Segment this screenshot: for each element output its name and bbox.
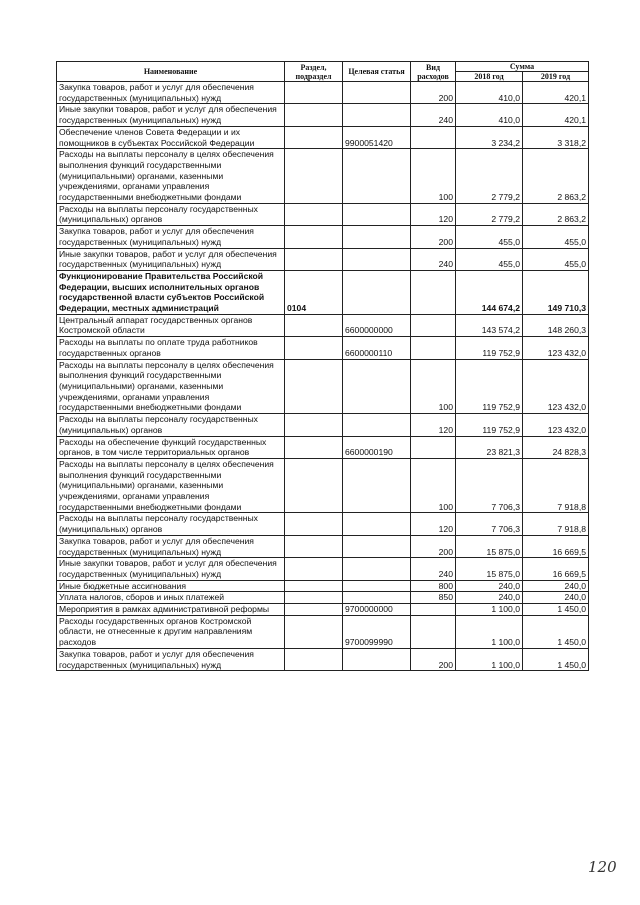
row-sum-2018: 119 752,9: [456, 414, 523, 436]
row-sum-2019: 240,0: [523, 580, 589, 592]
row-expense-type: [411, 314, 456, 336]
row-sum-2019: 240,0: [523, 592, 589, 604]
header-target: Целевая статья: [343, 62, 411, 82]
row-name: Расходы на выплаты персоналу государственных (муниципальных) органов: [57, 414, 285, 436]
row-name: Расходы на выплаты персоналу в целях обеспечения выполнения функций государственными (муниципальными) органами, казенными учреждениями, органами управления государственными внебюджетными фондами: [57, 149, 285, 204]
row-expense-type: 200: [411, 535, 456, 557]
row-sum-2018: 15 875,0: [456, 535, 523, 557]
row-sum-2018: 1 100,0: [456, 615, 523, 648]
table-row: [57, 535, 589, 557]
row-expense-type: 100: [411, 458, 456, 513]
row-section: [285, 359, 343, 414]
row-section: [285, 337, 343, 359]
row-expense-type: 120: [411, 513, 456, 535]
row-sum-2019: 455,0: [523, 226, 589, 248]
row-section: [285, 104, 343, 126]
row-expense-type: 240: [411, 248, 456, 270]
row-sum-2018: 410,0: [456, 104, 523, 126]
row-section: [285, 226, 343, 248]
row-target: 6600000110: [343, 337, 411, 359]
row-sum-2018: 23 821,3: [456, 436, 523, 458]
row-target: [343, 248, 411, 270]
row-sum-2019: 3 318,2: [523, 126, 589, 148]
row-expense-type: 240: [411, 558, 456, 580]
row-section: [285, 513, 343, 535]
table-row: [57, 648, 589, 670]
row-sum-2019: 420,1: [523, 104, 589, 126]
row-section: [285, 126, 343, 148]
row-sum-2019: 7 918,8: [523, 513, 589, 535]
row-expense-type: [411, 270, 456, 314]
row-sum-2019: 7 918,8: [523, 458, 589, 513]
row-sum-2019: 1 450,0: [523, 648, 589, 670]
table-row: [57, 592, 589, 604]
row-sum-2018: 455,0: [456, 226, 523, 248]
row-expense-type: 200: [411, 226, 456, 248]
row-target: [343, 535, 411, 557]
row-section: [285, 535, 343, 557]
row-sum-2019: 2 863,2: [523, 203, 589, 225]
row-target: [343, 82, 411, 104]
row-sum-2018: 240,0: [456, 580, 523, 592]
table-row: [57, 414, 589, 436]
row-sum-2018: 3 234,2: [456, 126, 523, 148]
table-row: [57, 270, 589, 314]
table-row: [57, 513, 589, 535]
row-target: [343, 558, 411, 580]
row-section: [285, 558, 343, 580]
table-row: [57, 337, 589, 359]
row-sum-2018: 410,0: [456, 82, 523, 104]
row-target: [343, 513, 411, 535]
row-sum-2019: 149 710,3: [523, 270, 589, 314]
row-expense-type: 200: [411, 82, 456, 104]
row-target: [343, 203, 411, 225]
row-section: [285, 248, 343, 270]
row-sum-2019: 123 432,0: [523, 359, 589, 414]
row-expense-type: 240: [411, 104, 456, 126]
table-row: [57, 149, 589, 204]
row-sum-2018: 1 100,0: [456, 604, 523, 616]
row-sum-2018: 455,0: [456, 248, 523, 270]
row-name: Иные бюджетные ассигнования: [57, 580, 285, 592]
row-name: Расходы на выплаты персоналу государственных (муниципальных) органов: [57, 203, 285, 225]
row-sum-2019: 123 432,0: [523, 337, 589, 359]
row-target: [343, 149, 411, 204]
row-section: [285, 604, 343, 616]
row-name: Обеспечение членов Совета Федерации и их помощников в субъектах Российской Федерации: [57, 126, 285, 148]
table-row: [57, 604, 589, 616]
row-name: Расходы на выплаты персоналу в целях обеспечения выполнения функций государственными (муниципальными) органами, казенными учреждениями, органами управления государственными внебюджетными фондами: [57, 359, 285, 414]
row-sum-2019: 2 863,2: [523, 149, 589, 204]
row-sum-2018: 2 779,2: [456, 149, 523, 204]
row-sum-2019: 123 432,0: [523, 414, 589, 436]
header-section: Раздел, подраздел: [285, 62, 343, 82]
row-section: [285, 414, 343, 436]
row-target: [343, 359, 411, 414]
row-section: [285, 436, 343, 458]
row-expense-type: [411, 604, 456, 616]
table-row: [57, 248, 589, 270]
row-expense-type: [411, 337, 456, 359]
row-section: [285, 82, 343, 104]
row-target: 9700099990: [343, 615, 411, 648]
row-expense-type: [411, 126, 456, 148]
table-row: [57, 104, 589, 126]
row-sum-2018: 143 574,2: [456, 314, 523, 336]
table-row: [57, 126, 589, 148]
row-expense-type: [411, 615, 456, 648]
row-sum-2018: 144 674,2: [456, 270, 523, 314]
row-sum-2019: 1 450,0: [523, 615, 589, 648]
row-target: 9900051420: [343, 126, 411, 148]
row-target: [343, 226, 411, 248]
row-sum-2018: 119 752,9: [456, 359, 523, 414]
row-name: Закупка товаров, работ и услуг для обеспечения государственных (муниципальных) нужд: [57, 82, 285, 104]
row-expense-type: 100: [411, 149, 456, 204]
row-sum-2019: 16 669,5: [523, 558, 589, 580]
row-name: Закупка товаров, работ и услуг для обеспечения государственных (муниципальных) нужд: [57, 648, 285, 670]
row-target: 6600000190: [343, 436, 411, 458]
row-target: 6600000000: [343, 314, 411, 336]
row-section: [285, 458, 343, 513]
row-section: [285, 592, 343, 604]
row-name: Расходы на выплаты персоналу в целях обеспечения выполнения функций государственными (муниципальными) органами, казенными учреждениями, органами управления государственными внебюджетными фондами: [57, 458, 285, 513]
row-name: Функционирование Правительства Российской Федерации, высших исполнительных органов государственной власти субъектов Российской Федерации, местных администраций: [57, 270, 285, 314]
row-target: [343, 414, 411, 436]
row-name: Расходы на обеспечение функций государственных органов, в том числе территориальных органов: [57, 436, 285, 458]
row-section: [285, 314, 343, 336]
table-row: [57, 615, 589, 648]
row-name: Центральный аппарат государственных органов Костромской области: [57, 314, 285, 336]
row-target: [343, 592, 411, 604]
table-row: [57, 226, 589, 248]
row-sum-2018: 7 706,3: [456, 513, 523, 535]
header-sum: Сумма: [456, 62, 589, 72]
row-section: [285, 580, 343, 592]
row-name: Уплата налогов, сборов и иных платежей: [57, 592, 285, 604]
row-sum-2019: 1 450,0: [523, 604, 589, 616]
row-expense-type: 200: [411, 648, 456, 670]
row-target: 9700000000: [343, 604, 411, 616]
row-name: Расходы государственных органов Костромской области, не отнесенные к другим направлениям расходов: [57, 615, 285, 648]
table-row: [57, 82, 589, 104]
row-sum-2018: 1 100,0: [456, 648, 523, 670]
header-name: Наименование: [57, 62, 285, 82]
row-sum-2018: 240,0: [456, 592, 523, 604]
row-name: Расходы на выплаты по оплате труда работников государственных органов: [57, 337, 285, 359]
row-target: [343, 270, 411, 314]
row-expense-type: 120: [411, 203, 456, 225]
row-expense-type: [411, 436, 456, 458]
row-name: Расходы на выплаты персоналу государственных (муниципальных) органов: [57, 513, 285, 535]
row-expense-type: 800: [411, 580, 456, 592]
row-sum-2018: 15 875,0: [456, 558, 523, 580]
row-target: [343, 580, 411, 592]
row-target: [343, 104, 411, 126]
table-row: [57, 203, 589, 225]
table-body: [57, 82, 589, 671]
row-section: [285, 615, 343, 648]
table-row: [57, 314, 589, 336]
row-sum-2019: 24 828,3: [523, 436, 589, 458]
row-expense-type: 850: [411, 592, 456, 604]
table-row: [57, 359, 589, 414]
row-sum-2018: 119 752,9: [456, 337, 523, 359]
row-sum-2019: 16 669,5: [523, 535, 589, 557]
row-target: [343, 458, 411, 513]
row-target: [343, 648, 411, 670]
budget-table: [56, 61, 589, 671]
header-year-2018: 2018 год: [456, 72, 523, 82]
table-row: [57, 558, 589, 580]
table-row: [57, 580, 589, 592]
row-name: Закупка товаров, работ и услуг для обеспечения государственных (муниципальных) нужд: [57, 535, 285, 557]
row-name: Иные закупки товаров, работ и услуг для обеспечения государственных (муниципальных) нужд: [57, 104, 285, 126]
row-sum-2019: 420,1: [523, 82, 589, 104]
row-section: [285, 149, 343, 204]
row-sum-2019: 455,0: [523, 248, 589, 270]
header-year-2019: 2019 год: [523, 72, 589, 82]
row-name: Иные закупки товаров, работ и услуг для обеспечения государственных (муниципальных) нужд: [57, 558, 285, 580]
row-sum-2018: 2 779,2: [456, 203, 523, 225]
row-section: [285, 648, 343, 670]
row-expense-type: 120: [411, 414, 456, 436]
row-name: Мероприятия в рамках административной реформы: [57, 604, 285, 616]
table-row: [57, 458, 589, 513]
row-name: Закупка товаров, работ и услуг для обеспечения государственных (муниципальных) нужд: [57, 226, 285, 248]
row-sum-2019: 148 260,3: [523, 314, 589, 336]
table-row: [57, 436, 589, 458]
page-number: 120: [588, 858, 617, 876]
row-section: [285, 203, 343, 225]
row-section: 0104: [285, 270, 343, 314]
row-sum-2018: 7 706,3: [456, 458, 523, 513]
header-expense-type: Вид расходов: [411, 62, 456, 82]
row-expense-type: 100: [411, 359, 456, 414]
row-name: Иные закупки товаров, работ и услуг для обеспечения государственных (муниципальных) нужд: [57, 248, 285, 270]
